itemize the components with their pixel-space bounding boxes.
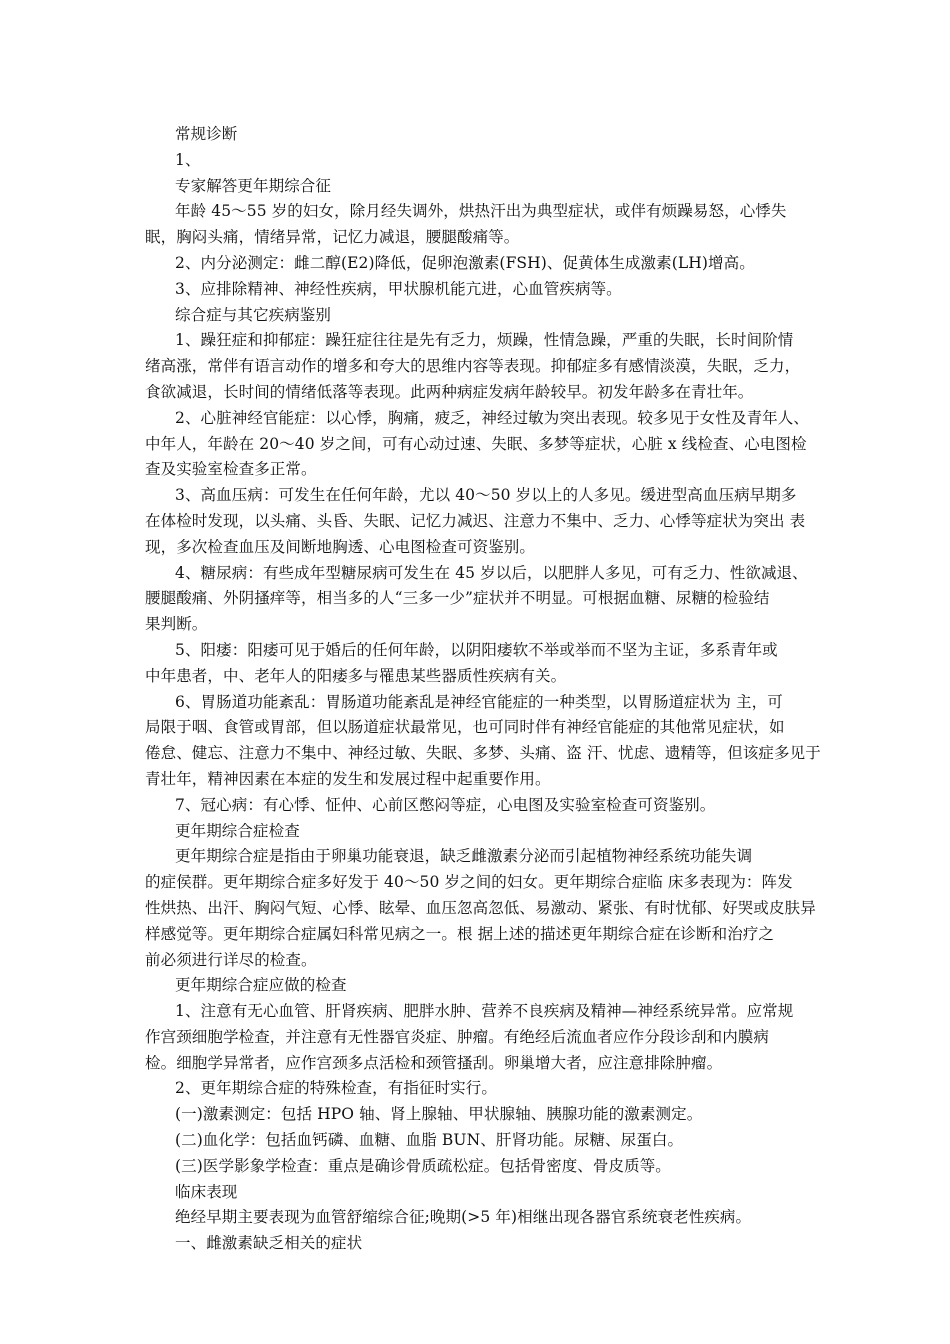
- paragraph-line: 1、躁狂症和抑郁症：躁狂症往往是先有乏力，烦躁，性情急躁，严重的失眠，长时间阶情: [175, 331, 794, 350]
- paragraph-line: 倦怠、健忘、注意力不集中、神经过敏、失眠、多梦、头痛、盗 汗、忧虑、遗精等，但该症多见于: [145, 744, 821, 763]
- document-body: [145, 122, 825, 1257]
- paragraph-line: 青壮年，精神因素在本症的发生和发展过程中起重要作用。: [145, 769, 551, 788]
- paragraph-line: 现，多次检查血压及间断地胸透、心电图检查可资鉴别。: [145, 537, 536, 556]
- paragraph-line: 2、更年期综合症的特殊检查，有指征时实行。: [175, 1079, 497, 1098]
- paragraph-line: 腰腿酸痛、外阴搔痒等，相当多的人“三多一少”症状并不明显。可根据血糖、尿糖的检验结: [145, 589, 770, 608]
- paragraph-line: 2、内分泌测定：雌二醇(E2)降低，促卵泡激素(FSH)、促黄体生成激素(LH)增高。: [175, 253, 755, 272]
- paragraph-line: 前必须进行详尽的检查。: [145, 950, 317, 969]
- paragraph-line: (一)激素测定：包括 HPO 轴、肾上腺轴、甲状腺轴、胰腺功能的激素测定。: [175, 1105, 703, 1124]
- section-heading: 临床表现: [175, 1182, 238, 1201]
- paragraph-line: 作宫颈细胞学检查，并注意有无性器官炎症、肿瘤。有绝经后流血者应作分段诊刮和内膜病: [145, 1027, 770, 1046]
- paragraph-line: 3、高血压病：可发生在任何年龄，尤以 40～50 岁以上的人多见。缓进型高血压病早期多: [175, 486, 797, 505]
- paragraph-line: 5、阳痿：阳痿可见于婚后的任何年龄，以阴阳痿软不举或举而不坚为主证，多系青年或: [175, 640, 778, 659]
- section-heading: 综合症与其它疾病鉴别: [175, 305, 332, 324]
- paragraph-line: 中年人，年龄在 20～40 岁之间，可有心动过速、失眠、多梦等症状，心脏 x 线检查、心电图检: [145, 434, 807, 453]
- paragraph-line: 的症侯群。更年期综合症多好发于 40～50 岁之间的妇女。更年期综合症临 床多表现为：阵发: [145, 873, 793, 892]
- paragraph-line: 2、心脏神经官能症：以心悸，胸痛，疲乏，神经过敏为突出表现。较多见于女性及青年人、: [175, 408, 809, 427]
- section-heading: 一、雌激素缺乏相关的症状: [175, 1234, 363, 1253]
- paragraph-line: 查及实验室检查多正常。: [145, 460, 317, 479]
- paragraph-line: 6、胃肠道功能紊乱：胃肠道功能紊乱是神经官能症的一种类型，以胃肠道症状为 主，可: [175, 692, 783, 711]
- paragraph-line: 4、糖尿病：有些成年型糖尿病可发生在 45 岁以后，以肥胖人多见，可有乏力、性欲减退、: [175, 563, 808, 582]
- paragraph-line: 性烘热、出汗、胸闷气短、心悸、眩晕、血压忽高忽低、易激动、紧张、有时忧郁、好哭或皮肤异: [145, 898, 816, 917]
- paragraph-line: (二)血化学：包括血钙磷、血糖、血脂 BUN、肝肾功能。尿糖、尿蛋白。: [175, 1131, 684, 1150]
- paragraph-line: 样感觉等。更年期综合症属妇科常见病之一。根 据上述的描述更年期综合症在诊断和治疗之: [145, 924, 775, 943]
- paragraph-line: 绪高涨，常伴有语言动作的增多和夸大的思维内容等表现。抑郁症多有感情淡漠，失眠，乏力，: [145, 357, 801, 376]
- paragraph-line: 7、冠心病：有心悸、怔仲、心前区憋闷等症，心电图及实验室检查可资鉴别。: [175, 795, 716, 814]
- section-heading: 更年期综合症应做的检查: [175, 976, 347, 995]
- paragraph-line: 更年期综合症是指由于卵巢功能衰退，缺乏雌激素分泌而引起植物神经系统功能失调: [175, 847, 753, 866]
- section-heading: 专家解答更年期综合征: [175, 176, 332, 195]
- paragraph-line: 果判断。: [145, 615, 208, 634]
- paragraph-line: 1、注意有无心血管、肝肾疾病、肥胖水肿、营养不良疾病及精神—神经系统异常。应常规: [175, 1002, 794, 1021]
- paragraph-line: 局限于咽、食管或胃部，但以肠道症状最常见，也可同时伴有神经官能症的其他常见症状，如: [145, 718, 785, 737]
- paragraph-line: 中年患者，中、老年人的阳痿多与罹患某些器质性疾病有关。: [145, 666, 567, 685]
- section-heading: 1、: [175, 150, 201, 169]
- paragraph-line: 3、应排除精神、神经性疾病，甲状腺机能亢进，心血管疾病等。: [175, 279, 622, 298]
- paragraph-line: (三)医学影象学检查：重点是确诊骨质疏松症。包括骨密度、骨皮质等。: [175, 1156, 671, 1175]
- section-heading: 常规诊断: [175, 125, 238, 143]
- paragraph-line: 绝经早期主要表现为血管舒缩综合征;晚期(>5 年)相继出现各器官系统衰老性疾病。: [175, 1208, 752, 1227]
- paragraph-line: 年龄 45～55 岁的妇女，除月经失调外，烘热汗出为典型症状，或伴有烦躁易怒，心悸失: [175, 202, 787, 221]
- paragraph-line: 眠，胸闷头痛，情绪异常，记忆力减退，腰腿酸痛等。: [145, 228, 520, 247]
- paragraph-line: 在体检时发现，以头痛、头昏、失眠、记忆力减迟、注意力不集中、乏力、心悸等症状为突出 表: [145, 511, 806, 530]
- section-heading: 更年期综合症检查: [175, 821, 300, 840]
- paragraph-line: 检。细胞学异常者，应作宫颈多点活检和颈管搔刮。卵巢增大者，应注意排除肿瘤。: [145, 1053, 723, 1072]
- paragraph-line: 食欲减退，长时间的情绪低落等表现。此两种病症发病年龄较早。初发年龄多在青壮年。: [145, 382, 754, 401]
